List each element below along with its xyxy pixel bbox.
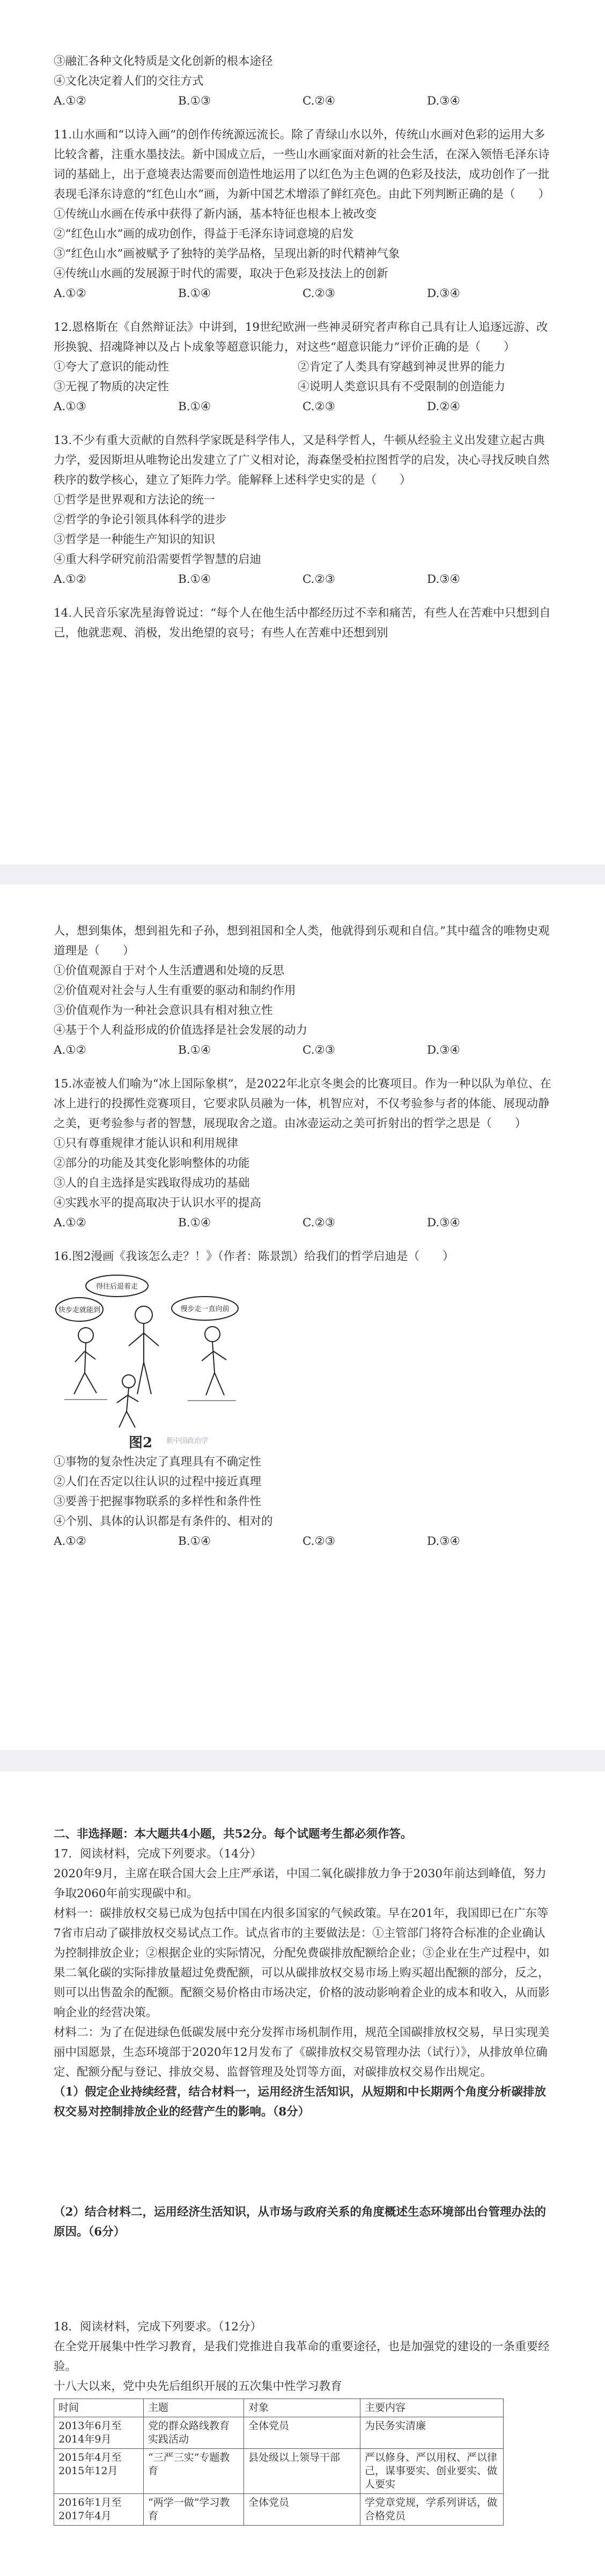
q17-heading: 17．阅读材料，完成下列要求。（14分）	[54, 1847, 262, 1861]
q15-stem: 15.冰壶被人们喻为“冰上国际象棋”，是2022年北京冬奥会的比赛项目。作为一种以队为单位、在冰上进行的投掷性竞赛项目，它要求队员融为一体，机智应对，不仅考验参与者的体能、展现动静之美，更考验参与者的智慧，展现取舍之道。由冰壶运动之美可折射出的哲学之思是（ ）	[54, 1077, 551, 1130]
q10-option-a[interactable]: A.①②	[54, 94, 86, 108]
table-cell: 党的群众路线教育实践活动	[144, 2417, 244, 2449]
section-title: 二、非选择题：本大题共4小题，共52分。每个试题考生都必须作答。	[54, 1827, 412, 1841]
bubble-left-text: 快步走就能到	[58, 1306, 101, 1314]
page-2	[0, 885, 605, 1750]
q13-option-a[interactable]: A.①②	[54, 573, 86, 586]
q11-item-4: ④传统山水画的发展源于时代的需要，取决于色彩及技法上的创新	[54, 267, 388, 280]
education-table	[54, 2399, 504, 2526]
q12-option-d[interactable]: D.②④	[427, 400, 460, 413]
table-header-content: 主要内容	[360, 2399, 504, 2417]
table-cell: 2016年1月至2017年4月	[54, 2494, 144, 2526]
table-cell: 全体党员	[244, 2417, 360, 2449]
q10-item-4: ④文化决定着人们的交往方式	[54, 75, 204, 88]
table-header-time: 时间	[54, 2399, 144, 2417]
q14-item-3: ③价值观作为一种社会意识具有相对独立性	[54, 1004, 273, 1017]
q13-item-1: ①哲学是世界观和方法论的统一	[54, 493, 216, 507]
cartoon-drawing	[54, 1271, 252, 1432]
q16-option-a[interactable]: A.①②	[54, 1535, 86, 1548]
cartoon-figure	[54, 1271, 252, 1451]
q11-option-a[interactable]: A.①②	[54, 287, 86, 300]
q17-material-2: 材料二：为了在促进绿色低碳发展中充分发挥市场机制作用，规范全国碳排放权交易，早日实现美丽中国愿景，生态环境部于2020年12月发布了《碳排放权交易管理办法（试行）》，从排放单位确定、配额分配与登记、排放交易、监督管理及处罚等方面，对碳排放权交易作出规定。	[54, 2026, 550, 2079]
table-cell: 2015年4月至2015年12月	[54, 2449, 144, 2494]
q14-item-4: ④基于个人利益形成的价值选择是社会发展的动力	[54, 1024, 308, 1037]
page-1	[0, 0, 605, 864]
q15-option-d[interactable]: D.③④	[427, 1216, 460, 1230]
q13-item-4: ④重大科学研究前沿需要哲学智慧的启迪	[54, 553, 262, 566]
q16-stem: 16.图2漫画《我该怎么走？！》（作者：陈景凯）给我们的哲学启迪是（ ）	[54, 1250, 454, 1263]
table-cell: 县处级以上领导干部	[244, 2449, 360, 2494]
q18-table-caption: 十八大以来，党中央先后组织开展的五次集中性学习教育	[54, 2380, 342, 2393]
q16-option-b[interactable]: B.①④	[178, 1535, 211, 1548]
bubble-top-text: 得往后退着走	[95, 1283, 138, 1291]
table-cell: 2013年6月至2014年9月	[54, 2417, 144, 2449]
q16-item-4: ④个别、具体的认识都是有条件的、相对的	[54, 1515, 273, 1528]
q15-item-3: ③人的自主选择是实践取得成功的基础	[54, 1176, 250, 1190]
q11-option-d[interactable]: D.③④	[427, 287, 460, 300]
q10-option-b[interactable]: B.①③	[178, 94, 211, 108]
table-header-target: 对象	[244, 2399, 360, 2417]
q15-options	[54, 1213, 552, 1233]
q16-option-c[interactable]: C.②③	[302, 1535, 336, 1548]
table-row	[54, 2494, 504, 2526]
q10-option-d[interactable]: D.③④	[427, 94, 460, 108]
q15-option-b[interactable]: B.①④	[178, 1216, 211, 1230]
q14-item-2: ②价值观对社会与人生有重要的驱动和制约作用	[54, 984, 296, 997]
q15-item-1: ①只有尊重规律才能认识和利用规律	[54, 1137, 239, 1150]
q16-item-1: ①事物的复杂性决定了真理具有不确定性	[54, 1455, 262, 1469]
q12-item-3: ③无视了物质的决定性	[54, 380, 169, 394]
q10-options	[54, 91, 552, 111]
q12-items-row-1	[54, 357, 552, 377]
q12-item-2: ②肯定了人类具有穿越到神灵世界的能力	[298, 360, 506, 374]
page-3	[0, 1772, 605, 2576]
q12-item-1: ①夸大了意识的能动性	[54, 360, 169, 374]
q17-requirement-1: （1）假定企业持续经营，结合材料一，运用经济生活知识，从短期和中长期两个角度分析碳排放权交易对控制排放企业的经营产生的影响。（8分）	[54, 2085, 546, 2119]
q12-option-b[interactable]: B.①④	[178, 400, 211, 413]
q13-item-2: ②哲学的争论引领具体科学的进步	[54, 513, 227, 527]
q12-stem: 12.恩格斯在《自然辩证法》中讲到，19世纪欧洲一些神灵研究者声称自己具有让人追逐远游、改形换貌、招魂降神以及占卜成象等超意识能力，对这些“超意识能力”评价正确的是（ ）	[54, 321, 548, 354]
table-row	[54, 2417, 504, 2449]
q11-option-c[interactable]: C.②③	[302, 287, 336, 300]
q15-option-c[interactable]: C.②③	[302, 1216, 336, 1230]
q13-item-3: ③哲学是一种能生产知识的知识	[54, 533, 216, 546]
page-2-content	[54, 921, 552, 1551]
q16-option-d[interactable]: D.③④	[427, 1535, 460, 1548]
q13-stem: 13.不少有重大贡献的自然科学家既是科学伟人，又是科学哲人，牛顿从经验主义出发建立起古典力学，爱因斯坦从唯物论出发建立了广义相对论，海森堡受柏拉图哲学的启发，决心寻找反映自然秩序的数学核心，建立了矩阵力学。能解释上述科学史实的是（ ）	[54, 434, 550, 487]
q17-material-1: 材料一：碳排放权交易已成为包括中国在内很多国家的气候政策。早在201年，我国即已在广东等7省市启动了碳排放权交易试点工作。试点省市的主要做法是：①主管部门将符合标准的企业确认为控制排放企业；②根据企业的实际情况，分配免费碳排放配额给企业；③企业在生产过程中，如果二氧化碳的实际排放量超过免费配额，可以从碳排放权交易市场上购买超出配额的部分，反之，则可以出售盈余的配额。配额交易价格由市场决定，价格的波动影响着企业的成本和收入，从而影响企业的经营决策。	[54, 1907, 550, 2019]
table-row	[54, 2449, 504, 2494]
table-cell: 全体党员	[244, 2494, 360, 2526]
q10-option-c[interactable]: C.②④	[302, 94, 336, 108]
q17-requirement-2: （2）结合材料二，运用经济生活知识，从市场与政府关系的角度概述生态环境部出台管理办法的原因。（6分）	[54, 2205, 546, 2239]
q11-item-2: ②“红色山水”画的成功创作，得益于毛泽东诗词意境的启发	[54, 227, 354, 241]
q14-option-d[interactable]: D.③④	[427, 1043, 460, 1057]
q13-option-d[interactable]: D.③④	[427, 573, 460, 586]
q14-stem-start: 14.人民音乐家冼星海曾说过：“每个人在他生活中都经历过不幸和痛苦，有些人在苦难中只想到自己，他就悲观、消极，发出绝望的哀号；有些人在苦难中还想到别	[54, 606, 551, 640]
q13-option-c[interactable]: C.②③	[302, 573, 336, 586]
q12-items-row-2	[54, 377, 552, 397]
q18-intro: 在全党开展集中性学习教育，是我们党推进自我革命的重要途径，也是加强党的建设的一条重要经验。	[54, 2340, 550, 2373]
q11-item-3: ③“红色山水”画被赋予了独特的美学品格，呈现出新的时代精神气象	[54, 247, 400, 261]
page-gap-2	[0, 1750, 605, 1772]
q15-item-2: ②部分的功能及其变化影响整体的功能	[54, 1157, 250, 1170]
q13-option-b[interactable]: B.①④	[178, 573, 211, 586]
table-cell: 学党章党规，学系列讲话，做合格党员	[360, 2494, 504, 2526]
page-1-content	[54, 51, 552, 643]
q11-option-b[interactable]: B.①④	[178, 287, 211, 300]
q12-item-4: ④说明人类意识具有不受限制的创造能力	[298, 380, 506, 394]
q15-item-4: ④实践水平的提高取决于认识水平的提高	[54, 1196, 262, 1210]
q14-option-c[interactable]: C.②③	[302, 1043, 336, 1057]
table-header-theme: 主题	[144, 2399, 244, 2417]
table-header-row	[54, 2399, 504, 2417]
table-cell: “两学一做”学习教育	[144, 2494, 244, 2526]
q14-option-a[interactable]: A.①②	[54, 1043, 86, 1057]
bubble-right-text: 慢步走一直向前	[180, 1305, 230, 1313]
q16-item-3: ③要善于把握事物联系的多样性和条件性	[54, 1495, 262, 1508]
q12-options	[54, 397, 552, 417]
page-gap	[0, 864, 605, 885]
table-cell: 为民务实清廉	[360, 2417, 504, 2449]
page-3-content	[54, 1824, 552, 2526]
table-cell: 严以修身、严以用权、严以律己，谋事要实、创业要实、做人要实	[360, 2449, 504, 2494]
q16-options	[54, 1531, 552, 1551]
q12-option-a[interactable]: A.①③	[54, 400, 86, 413]
q14-item-1: ①价值观源自于对个人生活遭遇和处境的反思	[54, 964, 285, 978]
q16-item-2: ②人们在否定以往认识的过程中接近真理	[54, 1475, 262, 1489]
figure-caption: 图2	[129, 1435, 153, 1451]
q14-options	[54, 1040, 552, 1060]
q14-stem-cont: 人，想到集体，想到祖先和子孙，想到祖国和全人类，他就得到乐观和自信。”其中蕴含的唯物史观道理是（ ）	[54, 924, 550, 958]
q10-item-3: ③融汇各种文化特质是文化创新的根本途径	[54, 55, 273, 68]
q15-option-a[interactable]: A.①②	[54, 1216, 86, 1230]
q14-option-b[interactable]: B.①④	[178, 1043, 211, 1057]
q17-intro: 2020年9月，主席在联合国大会上庄严承诺，中国二氧化碳排放力争于2030年前达到峰值，努力争取2060年前实现碳中和。	[54, 1867, 547, 1900]
watermark-text: 新中国政治学	[166, 1437, 209, 1445]
q18-heading: 18．阅读材料，完成下列要求。（12分）	[54, 2320, 262, 2334]
q11-stem: 11.山水画和“以诗入画”的创作传统源远流长。除了青绿山水以外，传统山水画对色彩的运用大多比较含蓄，注重水墨技法。新中国成立后，一些山水画家面对新的社会生活，在深入领悟毛泽东诗词的基础上，出于意境表达需要而创造性地运用了以红色为主色调的色彩及技法，成功创作了一批表现毛泽东诗意的“红色山水”画，为新中国艺术增添了鲜红亮色。由此下列判断正确的是（ ）	[54, 128, 550, 201]
q12-option-c[interactable]: C.②③	[302, 400, 336, 413]
q13-options	[54, 569, 552, 589]
q11-options	[54, 284, 552, 304]
table-cell: “三严三实”专题教育	[144, 2449, 244, 2494]
q11-item-1: ①传统山水画在传承中获得了新内涵，基本特征也根本上被改变	[54, 208, 377, 221]
